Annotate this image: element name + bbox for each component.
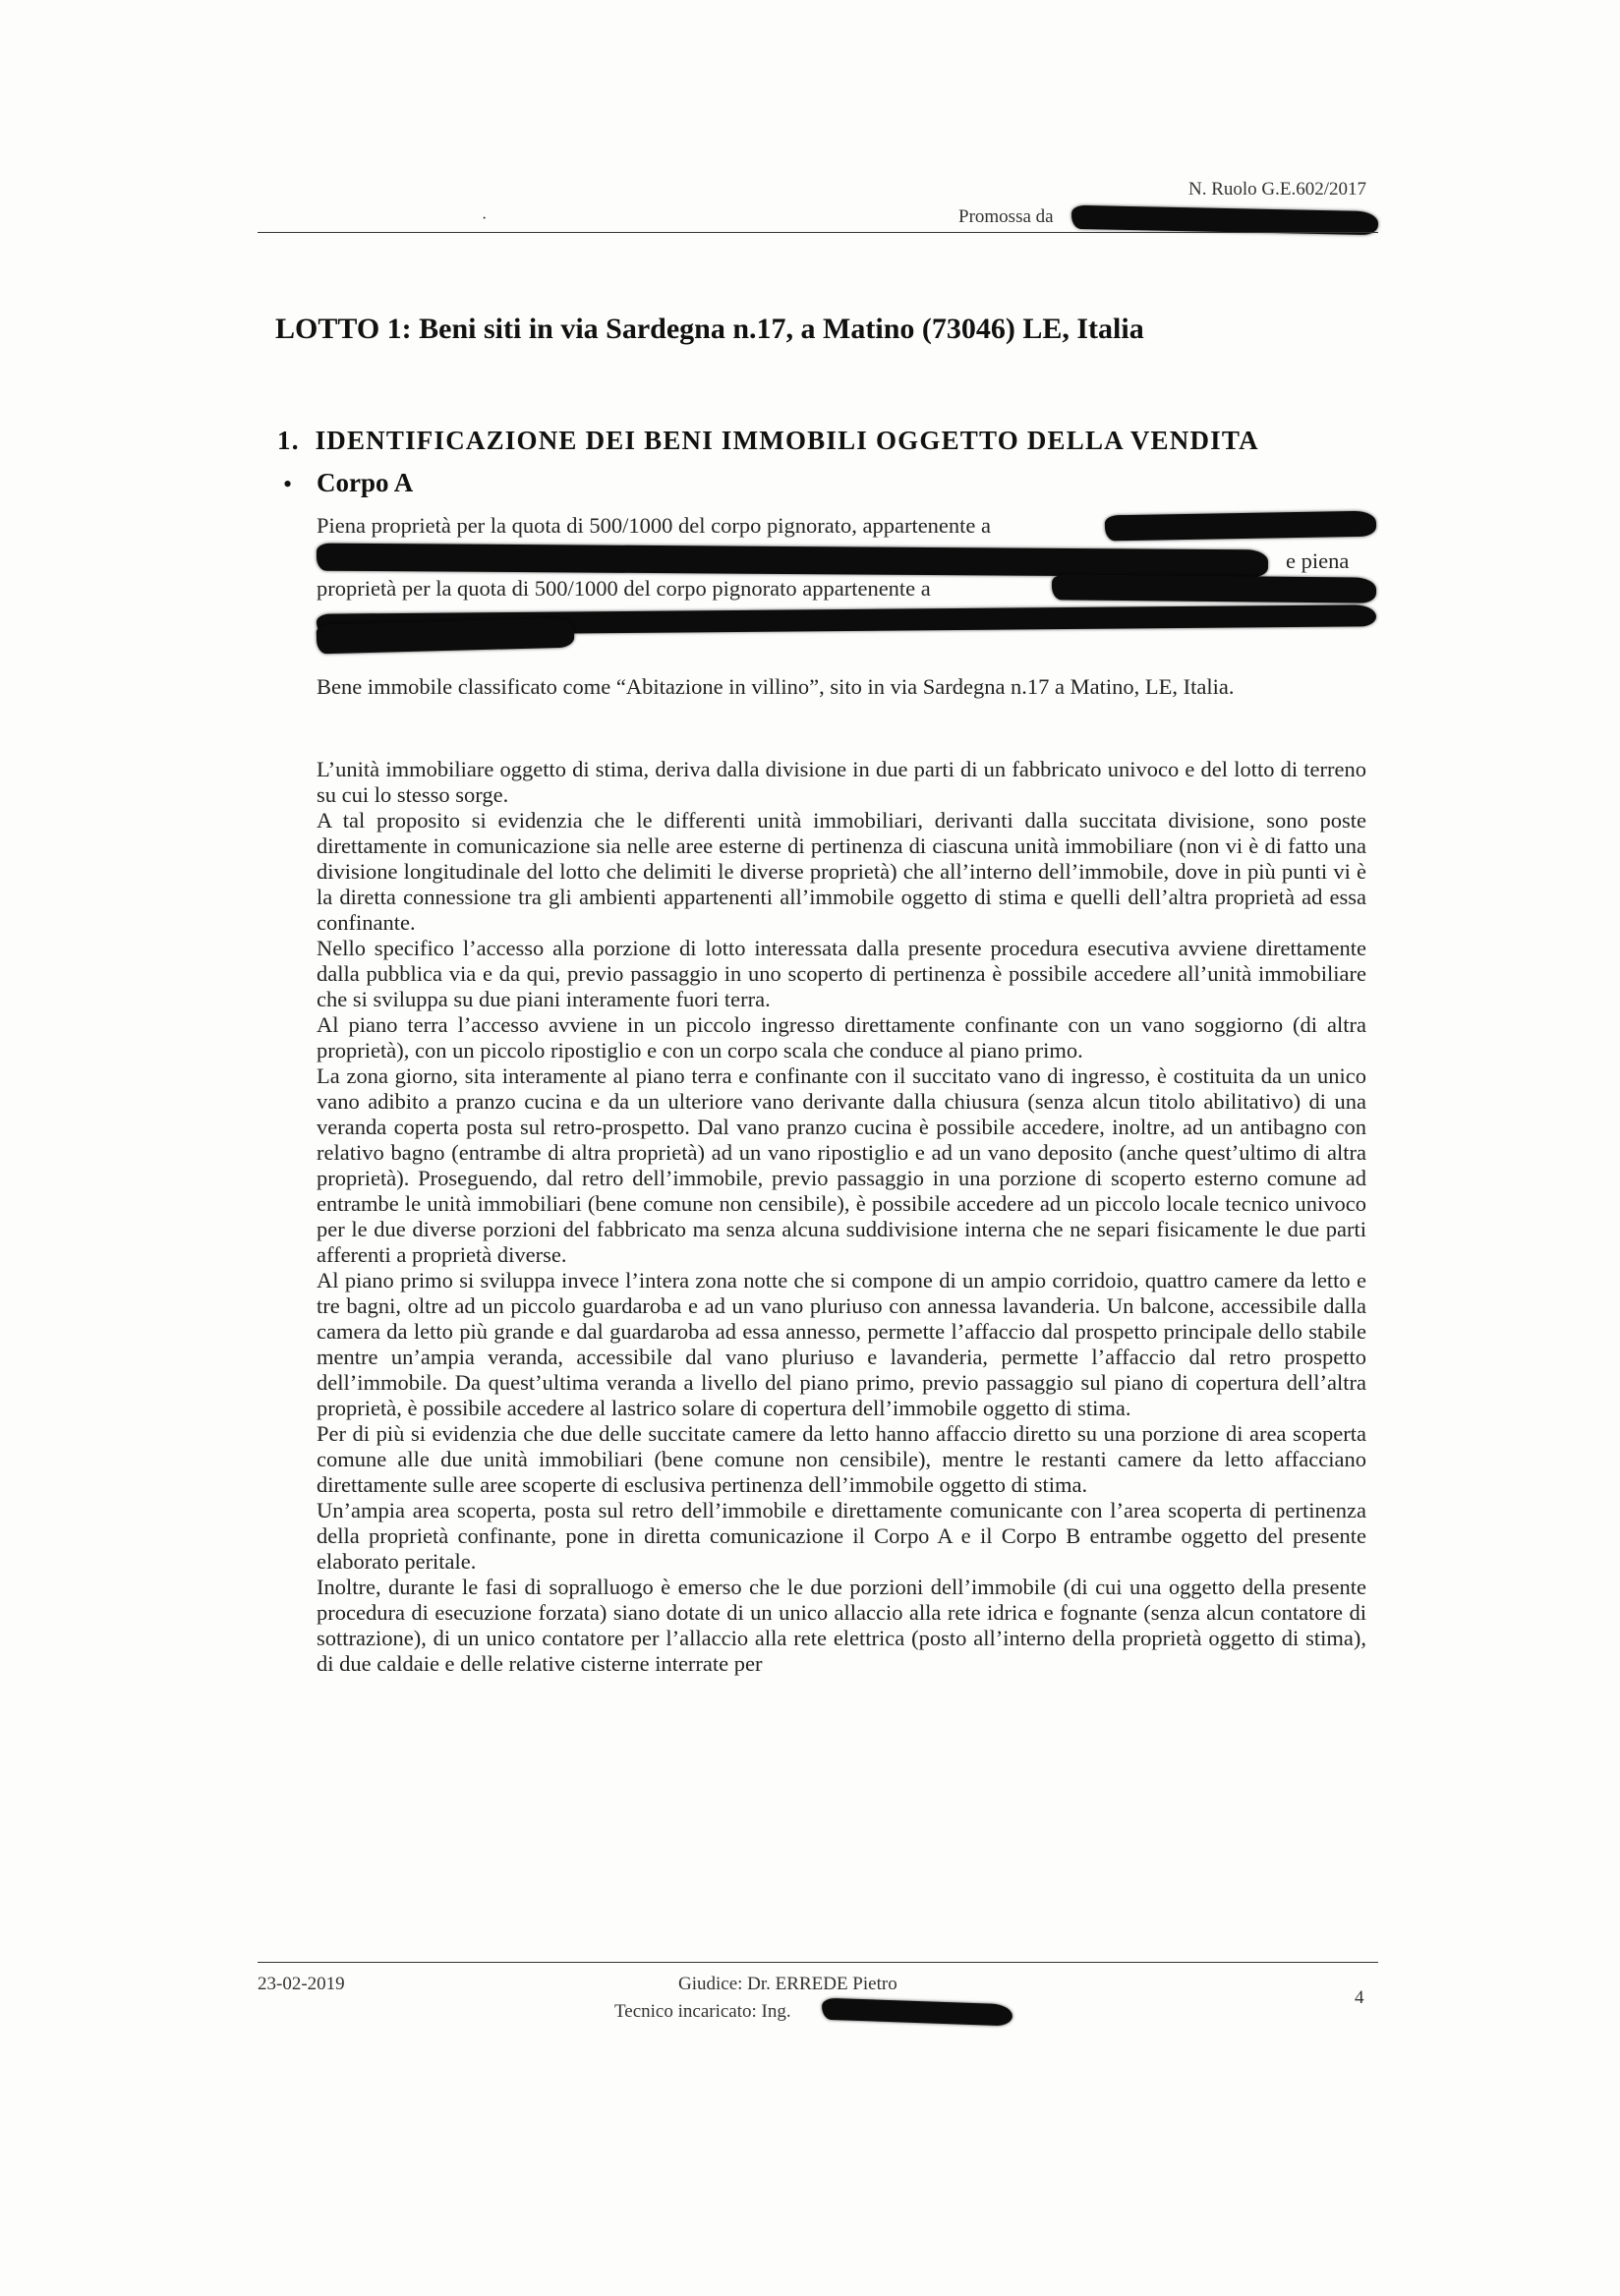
header-rule [258, 232, 1378, 233]
body-text [317, 757, 1366, 1677]
paragraph: Nello specifico l’accesso alla porzione di lotto interessata dalla presente procedura esecutiva avviene direttamente dalla pubblica via e da qui, previo passaggio in uno scoperto di pertinenza è possibile accedere all’unità immobiliare che si sviluppa su due piani interamente fuori terra. [317, 936, 1366, 1011]
stray-dot: · [482, 210, 488, 227]
paragraph: Inoltre, durante le fasi di sopralluogo è emerso che le due porzioni dell’immobile (di cui una oggetto della presente procedura di esecuzione forzata) siano dotate di un unico allaccio alla rete idrica e fognante (senza alcun contatore di sottrazione), di un unico contatore per l’allaccio alla rete elettrica (posto all’interno della proprietà oggetto di stima), di due caldaie e delle relative cisterne interrate per [317, 1575, 1366, 1676]
ownership-line-3: proprietà per la quota di 500/1000 del corpo pignorato appartenente a [317, 576, 931, 601]
page-number: 4 [1355, 1987, 1364, 2008]
bullet-icon: • [283, 470, 293, 498]
footer-technician: Tecnico incaricato: Ing. [614, 2001, 791, 2022]
redaction-owner-2c [317, 618, 575, 655]
paragraph: A tal proposito si evidenzia che le differenti unità immobiliari, derivanti dalla succitata divisione, sono poste direttamente in comunicazione sia nelle aree esterne di pertinenza di ciascuna unità immobiliare (non vi è di fatto una divisione longitudinale del lotto che delimiti le diverse proprietà) che all’interno dell’immobile, dove in più punti vi è la diretta connessione tra gli ambienti appartenenti all’immobile oggetto di stima e quelli dell’altra proprietà ad essa confinante. [317, 808, 1366, 935]
section-number: 1. [277, 426, 300, 455]
paragraph: L’unità immobiliare oggetto di stima, deriva dalla divisione in due parti di un fabbricato univoco e del lotto di terreno su cui lo stesso sorge. [317, 757, 1366, 807]
redaction-owner-1b [317, 544, 1268, 578]
section-title: IDENTIFICAZIONE DEI BENI IMMOBILI OGGETTO DELLA VENDITA [315, 426, 1259, 455]
promossa-label: Promossa da [958, 206, 1054, 227]
ownership-line-1: Piena proprietà per la quota di 500/1000 del corpo pignorato, appartenente a [317, 513, 992, 538]
redaction-owner-1a [1105, 511, 1376, 542]
redaction-owner-2a [1052, 574, 1376, 603]
case-number: N. Ruolo G.E.602/2017 [1187, 179, 1366, 200]
corpo-title: Corpo A [317, 468, 414, 497]
section-heading [277, 426, 1259, 456]
lotto-title: LOTTO 1: Beni siti in via Sardegna n.17, a Matino (73046) LE, Italia [275, 313, 1144, 345]
paragraph: Un’ampia area scoperta, posta sul retro dell’immobile e direttamente comunicante con l’area scoperta di pertinenza della proprietà confinante, pone in diretta comunicazione il Corpo A e il Corpo B entrambe oggetto del presente elaborato peritale. [317, 1498, 1366, 1574]
paragraph: Al piano terra l’accesso avviene in un piccolo ingresso direttamente confinante con un vano soggiorno (di altra proprietà), con un piccolo ripostiglio e con un corpo scala che conduce al piano primo. [317, 1012, 1366, 1062]
property-description [317, 674, 1366, 700]
description-text: Bene immobile classificato come “Abitazione in villino”, sito in via Sardegna n.17 a Matino, LE, Italia. [317, 674, 1235, 699]
paragraph: Al piano primo si sviluppa invece l’intera zona notte che si compone di un ampio corridoio, quattro camere da letto e tre bagni, oltre ad un piccolo guardaroba e ad un vano pluriuso con annessa lavanderia. Un balcone, accessibile dalla camera da letto più grande e dal guardaroba ad essa annesso, permette l’affaccio dal prospetto principale dello stabile mentre un’ampia veranda, accessibile dal vano pluriuso e lavanderia, permette l’affaccio dal retro prospetto dell’immobile. Da quest’ultima veranda a livello del piano primo, previo passaggio sul piano di copertura dell’altra proprietà, è possibile accedere al lastrico solare di copertura dell’immobile oggetto di stima. [317, 1268, 1366, 1420]
footer-judge: Giudice: Dr. ERREDE Pietro [678, 1974, 897, 1994]
ownership-line-2-end: e piena [1286, 548, 1350, 573]
paragraph: La zona giorno, sita interamente al piano terra e confinante con il succitato vano di ingresso, è costituita da un unico vano adibito a pranzo cucina e da un ulteriore vano derivante dalla chiusura (senza alcun titolo abilitativo) di una veranda coperta posta sul retro-prospetto. Dal vano pranzo cucina è possibile accedere, inoltre, ad un antibagno con relativo bagno (entrambe di altra proprietà) ad un vano ripostiglio e ad un vano deposito (anche quest’ultimo di altra proprietà). Proseguendo, dal retro dell’immobile, previo passaggio in una porzione di scoperto esterno comune ad entrambe le unità immobiliari (bene comune non censibile), è possibile accedere ad un piccolo locale tecnico univoco per le due diverse porzioni del fabbricato ma senza alcuna suddivisione interna che ne separi fisicamente le due parti afferenti a proprietà diverse. [317, 1063, 1366, 1267]
redaction-promossa [1071, 205, 1378, 236]
redaction-technician [822, 1998, 1013, 2027]
paragraph: Per di più si evidenzia che due delle succitate camere da letto hanno affaccio diretto su una porzione di area scoperta comune alle due unità immobiliari (bene comune non censibile), mentre le restanti camere da letto affacciano direttamente sulle aree scoperte di esclusiva pertinenza dell’immobile oggetto di stima. [317, 1421, 1366, 1497]
footer-rule [258, 1962, 1378, 1963]
footer-date: 23-02-2019 [258, 1974, 345, 1994]
